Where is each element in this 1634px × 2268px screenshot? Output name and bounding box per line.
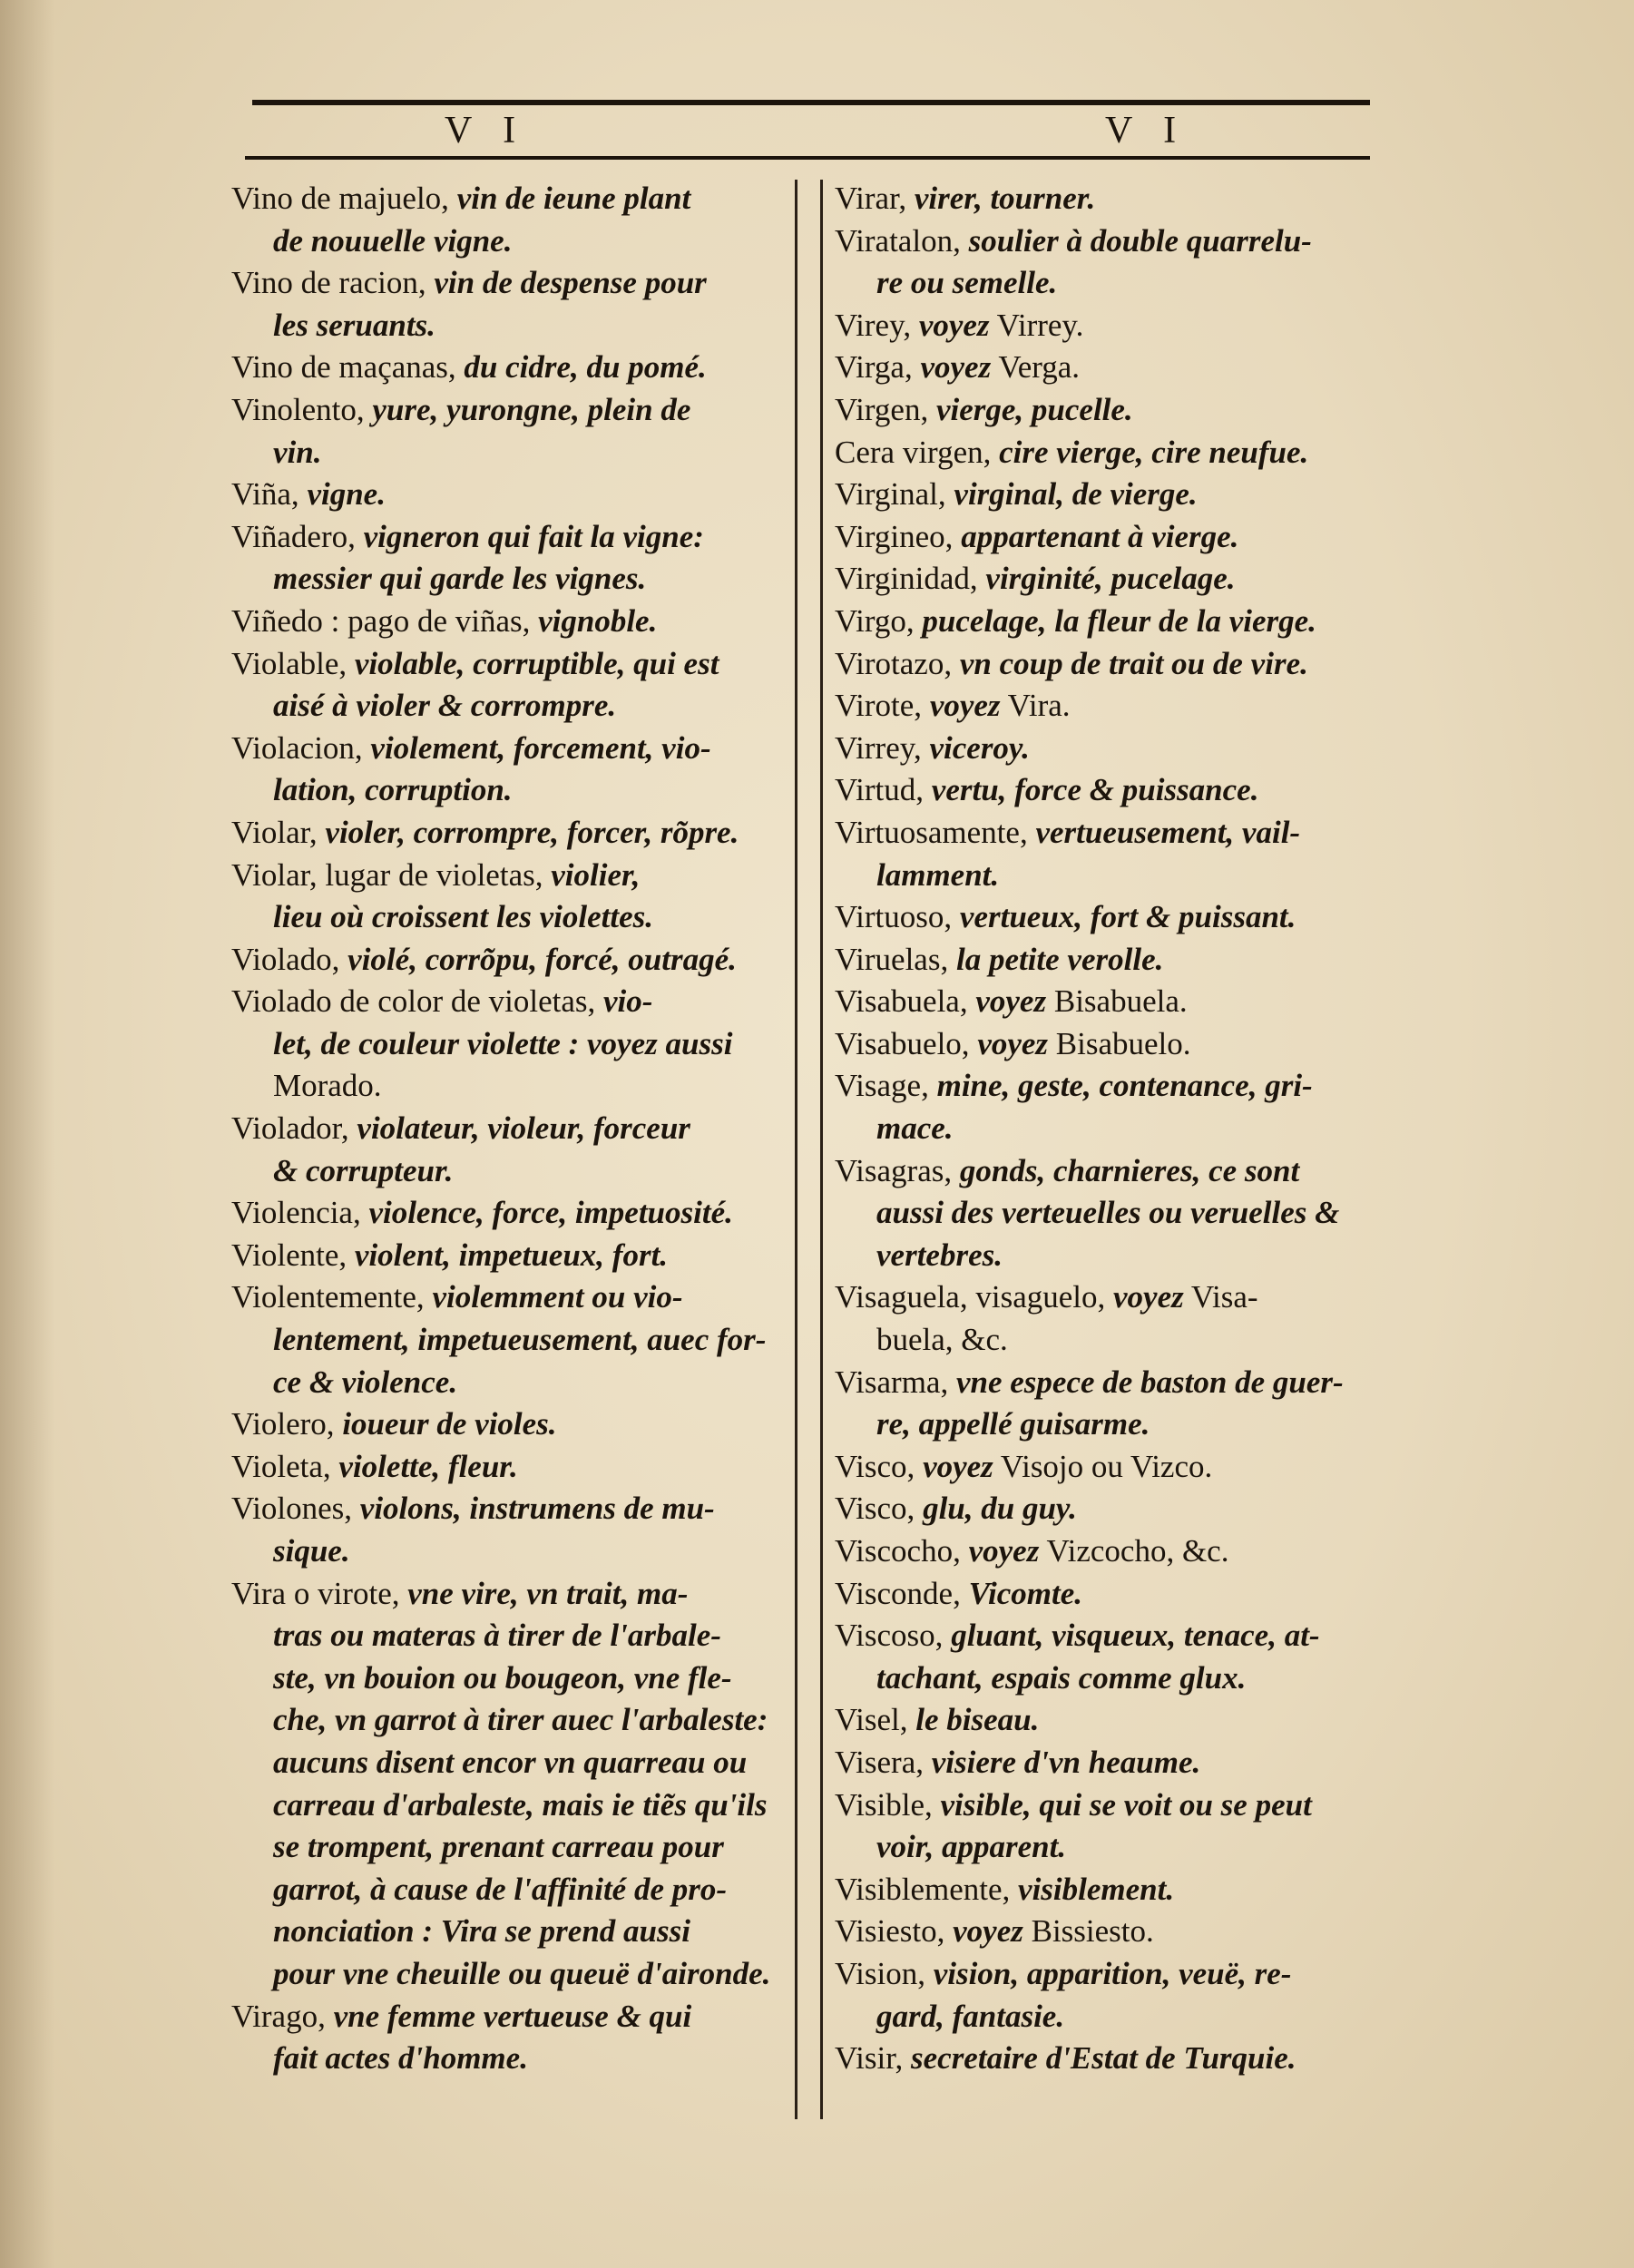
headword: Violente, [231,1237,355,1273]
dictionary-line [231,1869,794,1911]
gutter-shadow [0,0,54,2268]
definition: violette, fleur. [338,1448,518,1484]
definition: vn coup de trait ou de vire. [959,645,1308,681]
dictionary-line [835,685,1397,728]
dictionary-line [835,812,1397,855]
headword: Visco, [835,1491,924,1527]
definition: voyez [923,1448,993,1484]
dictionary-line [231,601,794,643]
definition: violable, corruptible, qui est [354,645,719,681]
definition: vertu, force & puissance. [931,772,1259,808]
dictionary-line [835,1530,1397,1573]
definition: let, de couleur violette : voyez aussi [273,1025,733,1061]
dictionary-line [835,1953,1397,1996]
headword: Virote, [835,688,930,724]
dictionary-line [231,981,794,1023]
dictionary-line [231,685,794,728]
definition: visiblement. [1018,1871,1175,1907]
headword: Cera virgen, [835,434,1000,470]
cross-reference: Visojo ou Vizco. [993,1448,1213,1484]
definition: fait actes d'homme. [273,2040,528,2077]
dictionary-line [231,1276,794,1319]
cross-reference: Bissiesto. [1022,1913,1154,1950]
dictionary-line [835,178,1397,220]
definition: aucuns disent encor vn quarreau ou [273,1744,748,1780]
definition: vigne. [307,476,386,513]
cross-reference: Virrey. [989,307,1084,343]
headword: Visabuela, [835,983,976,1020]
dictionary-line [231,1150,794,1193]
dictionary-line [835,1784,1397,1827]
definition: mace. [876,1110,954,1147]
dictionary-line [835,1065,1397,1108]
headword: Viruelas, [835,941,956,977]
dictionary-line [835,1573,1397,1616]
dictionary-line [231,1615,794,1657]
dictionary-line [835,896,1397,939]
definition: voyez [975,983,1047,1020]
definition: vne vire, vn trait, ma- [407,1575,689,1611]
definition: du cidre, du pomé. [464,349,707,386]
dictionary-line [835,601,1397,643]
dictionary-line [835,643,1397,686]
headword: Visiblemente, [835,1871,1019,1907]
dictionary-line [835,855,1397,897]
definition: lamment. [876,856,1000,893]
headword: Visiesto, [835,1913,954,1950]
definition: sique. [273,1533,350,1569]
dictionary-line [835,1023,1397,1066]
dictionary-line [231,1911,794,1953]
definition: re, appellé guisarme. [876,1406,1150,1442]
dictionary-line [835,516,1397,559]
dictionary-line [231,347,794,389]
dictionary-line [231,1784,794,1827]
dictionary-line [231,262,794,305]
headword: Virga, [835,349,921,386]
column-divider-inner [820,180,823,2119]
dictionary-line [835,558,1397,601]
dictionary-line [231,1699,794,1742]
dictionary-line [231,178,794,220]
definition: ste, vn bouion ou bougeon, vne fle- [273,1659,732,1696]
headword: Visir, [835,2040,911,2077]
definition: che, vn garrot à tirer auec l'arbaleste: [273,1702,768,1738]
cross-reference: Vizcocho, &c. [1039,1533,1229,1569]
dictionary-line [231,1446,794,1489]
definition: gard, fantasie. [876,1998,1065,2034]
definition: cire vierge, cire neufue. [999,434,1309,470]
dictionary-line [231,516,794,559]
definition: voyez [968,1533,1040,1569]
definition: voyez [929,688,1001,724]
dictionary-line [835,1826,1397,1869]
headword: Violado, [231,941,348,977]
definition: mine, geste, contenance, gri- [936,1068,1313,1104]
dictionary-line [835,1911,1397,1953]
dictionary-line [835,1699,1397,1742]
headword: Virey, [835,307,919,343]
definition: tachant, espais comme glux. [876,1659,1247,1696]
dictionary-line [231,1362,794,1404]
definition: virer, tourner. [914,181,1096,216]
definition: violent, impetueux, fort. [354,1237,669,1273]
dictionary-line [835,1657,1397,1700]
running-head-left: V I [445,110,527,152]
dictionary-line [231,1023,794,1066]
dictionary-line [835,1742,1397,1784]
headword: Violar, lugar de violetas, [231,856,552,893]
headword: Violentemente, [231,1279,433,1315]
definition: violons, instrumens de mu- [359,1491,715,1527]
dictionary-line [231,389,794,432]
definition: voyez [918,307,990,343]
headword: Virgineo, [835,518,962,554]
definition: Vicomte. [968,1575,1082,1611]
headword: Viscocho, [835,1533,969,1569]
definition: pucelage, la fleur de la vierge. [922,602,1316,639]
definition: violemment ou vio- [432,1279,683,1315]
definition: voyez [977,1025,1049,1061]
dictionary-line [835,2038,1397,2080]
definition: voyez [953,1913,1023,1950]
header-rule-bottom [245,156,1370,160]
dictionary-line [231,1488,794,1530]
definition: voir, apparent. [876,1829,1067,1865]
definition: voyez [920,349,992,386]
headword: Violado de color de violetas, [231,983,604,1020]
dictionary-line [835,1446,1397,1489]
dictionary-line [231,1192,794,1235]
headword: Virgen, [835,391,936,427]
headword: Vino de majuelo, [231,181,457,216]
headword: Violeta, [231,1448,339,1484]
definition: & corrupteur. [273,1152,454,1188]
dictionary-line [231,812,794,855]
headword: buela, &c. [876,1322,1008,1358]
headword: Viscoso, [835,1618,952,1654]
headword: Visel, [835,1702,916,1738]
dictionary-line [835,1108,1397,1150]
headword: Vinolento, [231,391,373,427]
definition: messier qui garde les vignes. [273,561,647,597]
dictionary-line [835,1403,1397,1446]
definition: violement, forcement, vio- [370,729,711,766]
headword: Viña, [231,476,308,513]
dictionary-line [835,432,1397,474]
definition: viceroy. [929,729,1030,766]
dictionary-line [231,2038,794,2080]
headword: Virtuosamente, [835,814,1036,850]
dictionary-line [835,1488,1397,1530]
definition: vin de despense pour [434,265,707,301]
headword: Vino de racion, [231,265,435,301]
definition: virginité, pucelage. [985,561,1236,597]
headword: Virrey, [835,729,930,766]
definition: violer, corrompre, forcer, rõpre. [325,814,739,850]
headword: Virtud, [835,772,932,808]
dictionary-line [835,347,1397,389]
headword: Violacion, [231,729,371,766]
headword: Visera, [835,1744,932,1780]
cross-reference: Bisabuela. [1046,983,1188,1020]
definition: secretaire d'Estat de Turquie. [911,2040,1296,2077]
definition: appartenant à vierge. [961,518,1239,554]
definition: gluant, visqueux, tenace, at- [951,1618,1320,1654]
dictionary-line [231,896,794,939]
dictionary-line [231,855,794,897]
headword: Violar, [231,814,326,850]
definition: re ou semelle. [876,265,1058,301]
dictionary-line [231,643,794,686]
definition: visible, qui se voit ou se peut [940,1786,1312,1823]
definition: vne femme vertueuse & qui [333,1998,692,2034]
dictionary-line [231,474,794,516]
dictionary-line [231,1996,794,2038]
definition: tras ou materas à tirer de l'arbale- [273,1618,721,1654]
headword: Visco, [835,1448,924,1484]
definition: se trompent, prenant carreau pour [273,1829,724,1865]
dictionary-line [835,1192,1397,1235]
dictionary-line [835,220,1397,263]
headword: Visabuelo, [835,1025,978,1061]
headword: Visaguela, visaguelo, [835,1279,1113,1315]
headword: Virgo, [835,602,923,639]
dictionary-line [835,389,1397,432]
definition: violier, [551,856,641,893]
cross-reference: Visa- [1183,1279,1258,1315]
definition: la petite verolle. [955,941,1164,977]
dictionary-line [835,1235,1397,1277]
definition: de nouuelle vigne. [273,222,513,259]
headword: Visage, [835,1068,937,1104]
headword: Virginal, [835,476,954,513]
headword: Virago, [231,1998,334,2034]
definition: violence, force, impetuosité. [368,1195,733,1231]
headword: Viñadero, [231,518,364,554]
dictionary-line [231,1235,794,1277]
definition: nonciation : Vira se prend aussi [273,1913,690,1950]
right-column [835,178,1397,2080]
headword: Visconde, [835,1575,969,1611]
definition: vigneron qui fait la vigne: [363,518,704,554]
definition: visiere d'vn heaume. [931,1744,1201,1780]
headword: Violencia, [231,1195,369,1231]
headword: Violero, [231,1406,343,1442]
definition: vignoble. [538,602,658,639]
dictionary-line [835,1869,1397,1911]
definition: vio- [603,983,653,1020]
dictionary-line [231,1826,794,1869]
definition: soulier à double quarrelu- [968,222,1312,259]
headword: Vira o virote, [231,1575,408,1611]
definition: vierge, pucelle. [935,391,1133,427]
definition: virginal, de vierge. [954,476,1198,513]
dictionary-line [835,262,1397,305]
dictionary-line [231,1319,794,1362]
header-rule-top [252,100,1370,105]
dictionary-line [231,1108,794,1150]
dictionary-line [835,1319,1397,1362]
dictionary-line [231,728,794,770]
definition: glu, du guy. [923,1491,1077,1527]
dictionary-line [231,1953,794,1996]
definition: voyez [1113,1279,1184,1315]
dictionary-line [835,769,1397,812]
left-column [231,178,794,2080]
dictionary-line [231,1573,794,1616]
dictionary-line [231,1657,794,1700]
dictionary-line [231,1403,794,1446]
headword: Virar, [835,181,915,216]
definition: vertueux, fort & puissant. [959,899,1296,935]
headword: Virtuoso, [835,899,960,935]
definition: vin de ieune plant [456,181,691,216]
headword: Visarma, [835,1364,956,1400]
dictionary-line [231,432,794,474]
definition: aisé à violer & corrompre. [273,688,617,724]
headword: Visagras, [835,1152,960,1188]
headword: Virginidad, [835,561,986,597]
dictionary-line [835,1362,1397,1404]
definition: ce & violence. [273,1364,458,1400]
cross-reference: Bisabuelo. [1048,1025,1191,1061]
headword: Violones, [231,1491,360,1527]
definition: lation, corruption. [273,772,513,808]
dictionary-line [231,1742,794,1784]
dictionary-line [231,1530,794,1573]
definition: lieu où croissent les violettes. [273,899,654,935]
dictionary-line [231,769,794,812]
running-head-right: V I [1105,110,1188,152]
headword: Virotazo, [835,645,960,681]
definition: gonds, charnieres, ce sont [959,1152,1300,1188]
definition: aussi des verteuelles ou veruelles & [876,1195,1340,1231]
dictionary-line [835,981,1397,1023]
definition: vertebres. [876,1237,1003,1273]
definition: ioueur de violes. [342,1406,557,1442]
dictionary-line [231,939,794,982]
dictionary-line [835,728,1397,770]
dictionary-line [835,1615,1397,1657]
definition: violé, corrõpu, forcé, outragé. [347,941,737,977]
dictionary-line [231,558,794,601]
dictionary-line [835,1996,1397,2038]
definition: carreau d'arbaleste, mais ie tiẽs qu'ils [273,1786,768,1823]
cross-reference: Vira. [1000,688,1071,724]
definition: garrot, à cause de l'affinité de pro- [273,1871,728,1907]
dictionary-line [835,474,1397,516]
definition: vin. [273,434,322,470]
dictionary-line [835,1276,1397,1319]
column-divider [795,180,797,2119]
definition: pour vne cheuille ou queuë d'aironde. [273,1955,771,1991]
definition: vertueusement, vail- [1035,814,1301,850]
definition: lentement, impetueusement, auec for- [273,1322,767,1358]
definition: yure, yurongne, plein de [372,391,691,427]
headword: Vino de maçanas, [231,349,465,386]
definition: violateur, violeur, forceur [357,1110,690,1147]
headword: Morado. [273,1068,382,1104]
cross-reference: Verga. [991,349,1081,386]
headword: Violable, [231,645,355,681]
dictionary-line [231,220,794,263]
dictionary-line [835,1150,1397,1193]
definition: le biseau. [915,1702,1040,1738]
definition: les seruants. [273,307,435,343]
headword: Viñedo : pago de viñas, [231,602,539,639]
headword: Visible, [835,1786,941,1823]
headword: Viratalon, [835,222,969,259]
headword: Violador, [231,1110,357,1147]
dictionary-line [835,939,1397,982]
definition: vision, apparition, veuë, re- [933,1955,1292,1991]
dictionary-line [231,305,794,347]
dictionary-line [835,305,1397,347]
headword: Vision, [835,1955,934,1991]
definition: vne espece de baston de guer- [955,1364,1344,1400]
dictionary-line [231,1065,794,1108]
